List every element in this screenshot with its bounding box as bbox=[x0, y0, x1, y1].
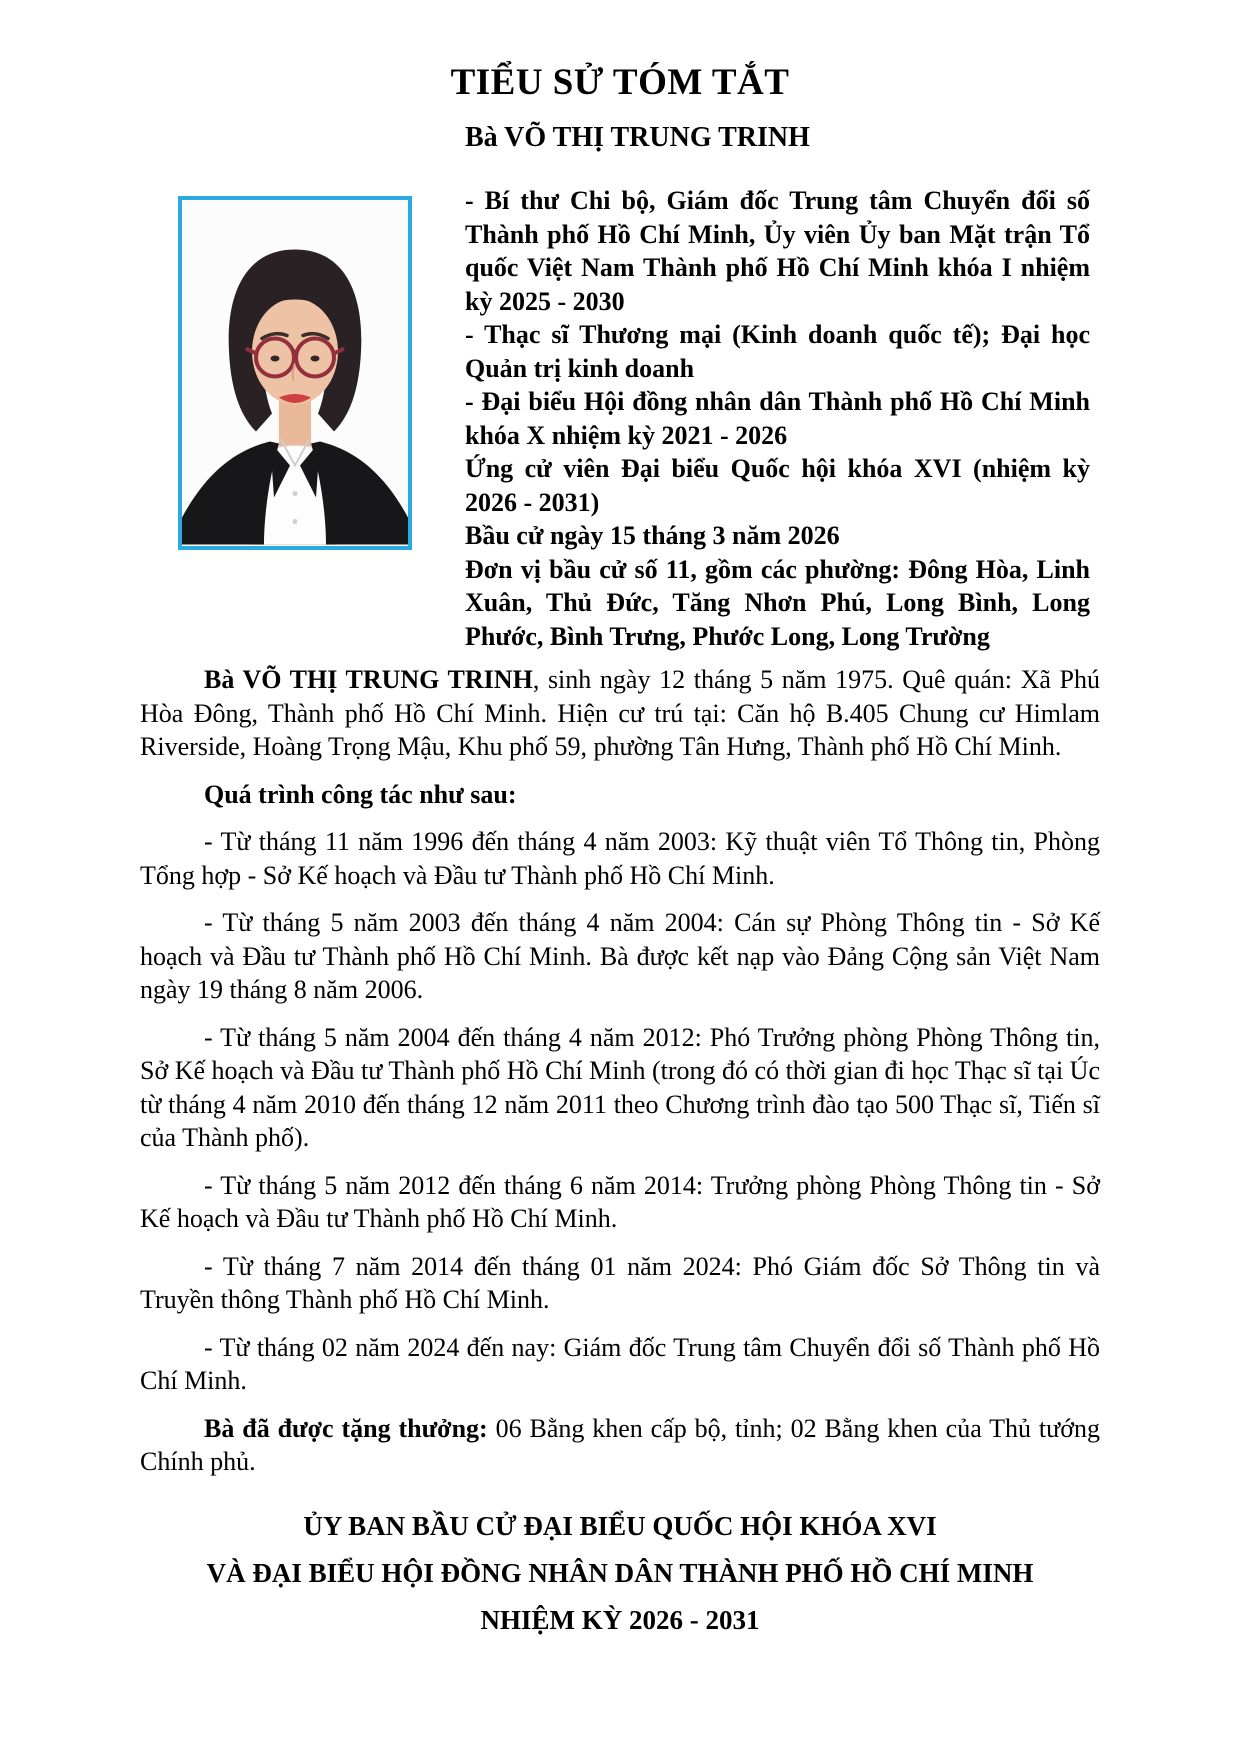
footer-committee bbox=[140, 1503, 1100, 1644]
document-title: TIỂU SỬ TÓM TẮT bbox=[450, 62, 790, 103]
summary-line-council: - Đại biểu Hội đồng nhân dân Thành phố Hồ Chí Minh khóa X nhiệm kỳ 2021 - 2026 bbox=[465, 387, 1090, 450]
header-section bbox=[140, 118, 1100, 663]
portrait-eye-right bbox=[311, 356, 320, 362]
career-item-2004-2012: - Từ tháng 5 năm 2004 đến tháng 4 năm 2012: Phó Trưởng phòng Phòng Thông tin, Sở Kế hoạch và Đầu tư Thành phố Hồ Chí Minh (trong đó có thời gian đi học Thạc sĩ tại Úc từ tháng 4 năm 2010 đến tháng 12 năm 2011 theo Chương trình đào tạo 500 Thạc sĩ, Tiến sĩ của Thành phố). bbox=[140, 1022, 1100, 1152]
intro-rest-text: , sinh ngày 12 tháng 5 năm 1975. Quê quán: Xã Phú Hòa Đông, Thành phố Hồ Chí Minh. Hiện cư trú tại: Căn hộ B.405 Chung cư Himlam Riverside, Hoàng Trọng Mậu, Khu phố 59, phường Tân Hưng, Thành phố Hồ Chí Minh. bbox=[140, 665, 1101, 761]
portrait-eye-left bbox=[271, 356, 280, 362]
awards-label-bold: Bà đã được tặng thưởng: bbox=[204, 1413, 488, 1443]
career-item-2012-2014: - Từ tháng 5 năm 2012 đến tháng 6 năm 2014: Trưởng phòng Phòng Thông tin - Sở Kế hoạch và Đầu tư Thành phố Hồ Chí Minh. bbox=[140, 1170, 1100, 1233]
career-item-2024-now: - Từ tháng 02 năm 2024 đến nay: Giám đốc Trung tâm Chuyển đổi số Thành phố Hồ Chí Minh. bbox=[140, 1332, 1100, 1395]
biography-body bbox=[140, 663, 1100, 1479]
summary-line-election-date: Bầu cử ngày 15 tháng 3 năm 2026 bbox=[465, 521, 840, 550]
footer-line-term: NHIỆM KỲ 2026 - 2031 bbox=[480, 1604, 760, 1635]
candidate-name-heading: Bà VÕ THỊ TRUNG TRINH bbox=[465, 122, 810, 153]
footer-line-council: VÀ ĐẠI BIỂU HỘI ĐỒNG NHÂN DÂN THÀNH PHỐ HỒ CHÍ MINH bbox=[206, 1557, 1034, 1588]
summary-line-constituency: Đơn vị bầu cử số 11, gồm các phường: Đông Hòa, Linh Xuân, Thủ Đức, Tăng Nhơn Phú, Long Bình, Long Phước, Bình Trưng, Phước Long, Long Trường bbox=[465, 554, 1090, 651]
career-heading-text: Quá trình công tác như sau: bbox=[204, 779, 517, 809]
career-item-2014-2024: - Từ tháng 7 năm 2014 đến tháng 01 năm 2024: Phó Giám đốc Sở Thông tin và Truyền thông Thành phố Hồ Chí Minh. bbox=[140, 1251, 1100, 1314]
career-item-1996-2003: - Từ tháng 11 năm 1996 đến tháng 4 năm 2003: Kỹ thuật viên Tổ Thông tin, Phòng Tổng hợp - Sở Kế hoạch và Đầu tư Thành phố Hồ Chí Minh. bbox=[140, 827, 1100, 890]
awards-paragraph bbox=[140, 1412, 1100, 1479]
summary-line-candidacy: Ứng cử viên Đại biểu Quốc hội khóa XVI (nhiệm kỳ 2026 - 2031) bbox=[465, 454, 1090, 517]
awards-rest-text: 06 Bằng khen cấp bộ, tỉnh; 02 Bằng khen của Thủ tướng Chính phủ. bbox=[140, 1413, 1100, 1476]
summary-line-positions: - Bí thư Chi bộ, Giám đốc Trung tâm Chuyển đổi số Thành phố Hồ Chí Minh, Ủy viên Ủy ban Mặt trận Tổ quốc Việt Nam Thành phố Hồ Chí Minh khóa I nhiệm kỳ 2025 - 2030 bbox=[465, 186, 1090, 316]
candidate-photo-frame bbox=[178, 196, 412, 550]
summary-line-education: - Thạc sĩ Thương mại (Kinh doanh quốc tế); Đại học Quản trị kinh doanh bbox=[465, 320, 1090, 383]
career-item-2003-2004: - Từ tháng 5 năm 2003 đến tháng 4 năm 2004: Cán sự Phòng Thông tin - Sở Kế hoạch và Đầu tư Thành phố Hồ Chí Minh. Bà được kết nạp vào Đảng Cộng sản Việt Nam ngày 19 tháng 8 năm 2006. bbox=[140, 908, 1100, 1004]
portrait-button bbox=[293, 491, 298, 496]
footer-line-committee: ỦY BAN BẦU CỬ ĐẠI BIỂU QUỐC HỘI KHÓA XVI bbox=[303, 1510, 937, 1541]
portrait-button bbox=[293, 519, 298, 524]
career-heading bbox=[140, 778, 1100, 812]
candidate-info-column bbox=[465, 118, 1090, 653]
candidate-portrait-photo bbox=[182, 200, 408, 546]
intro-paragraph bbox=[140, 663, 1100, 764]
intro-name-bold: Bà VÕ THỊ TRUNG TRINH bbox=[204, 665, 533, 694]
